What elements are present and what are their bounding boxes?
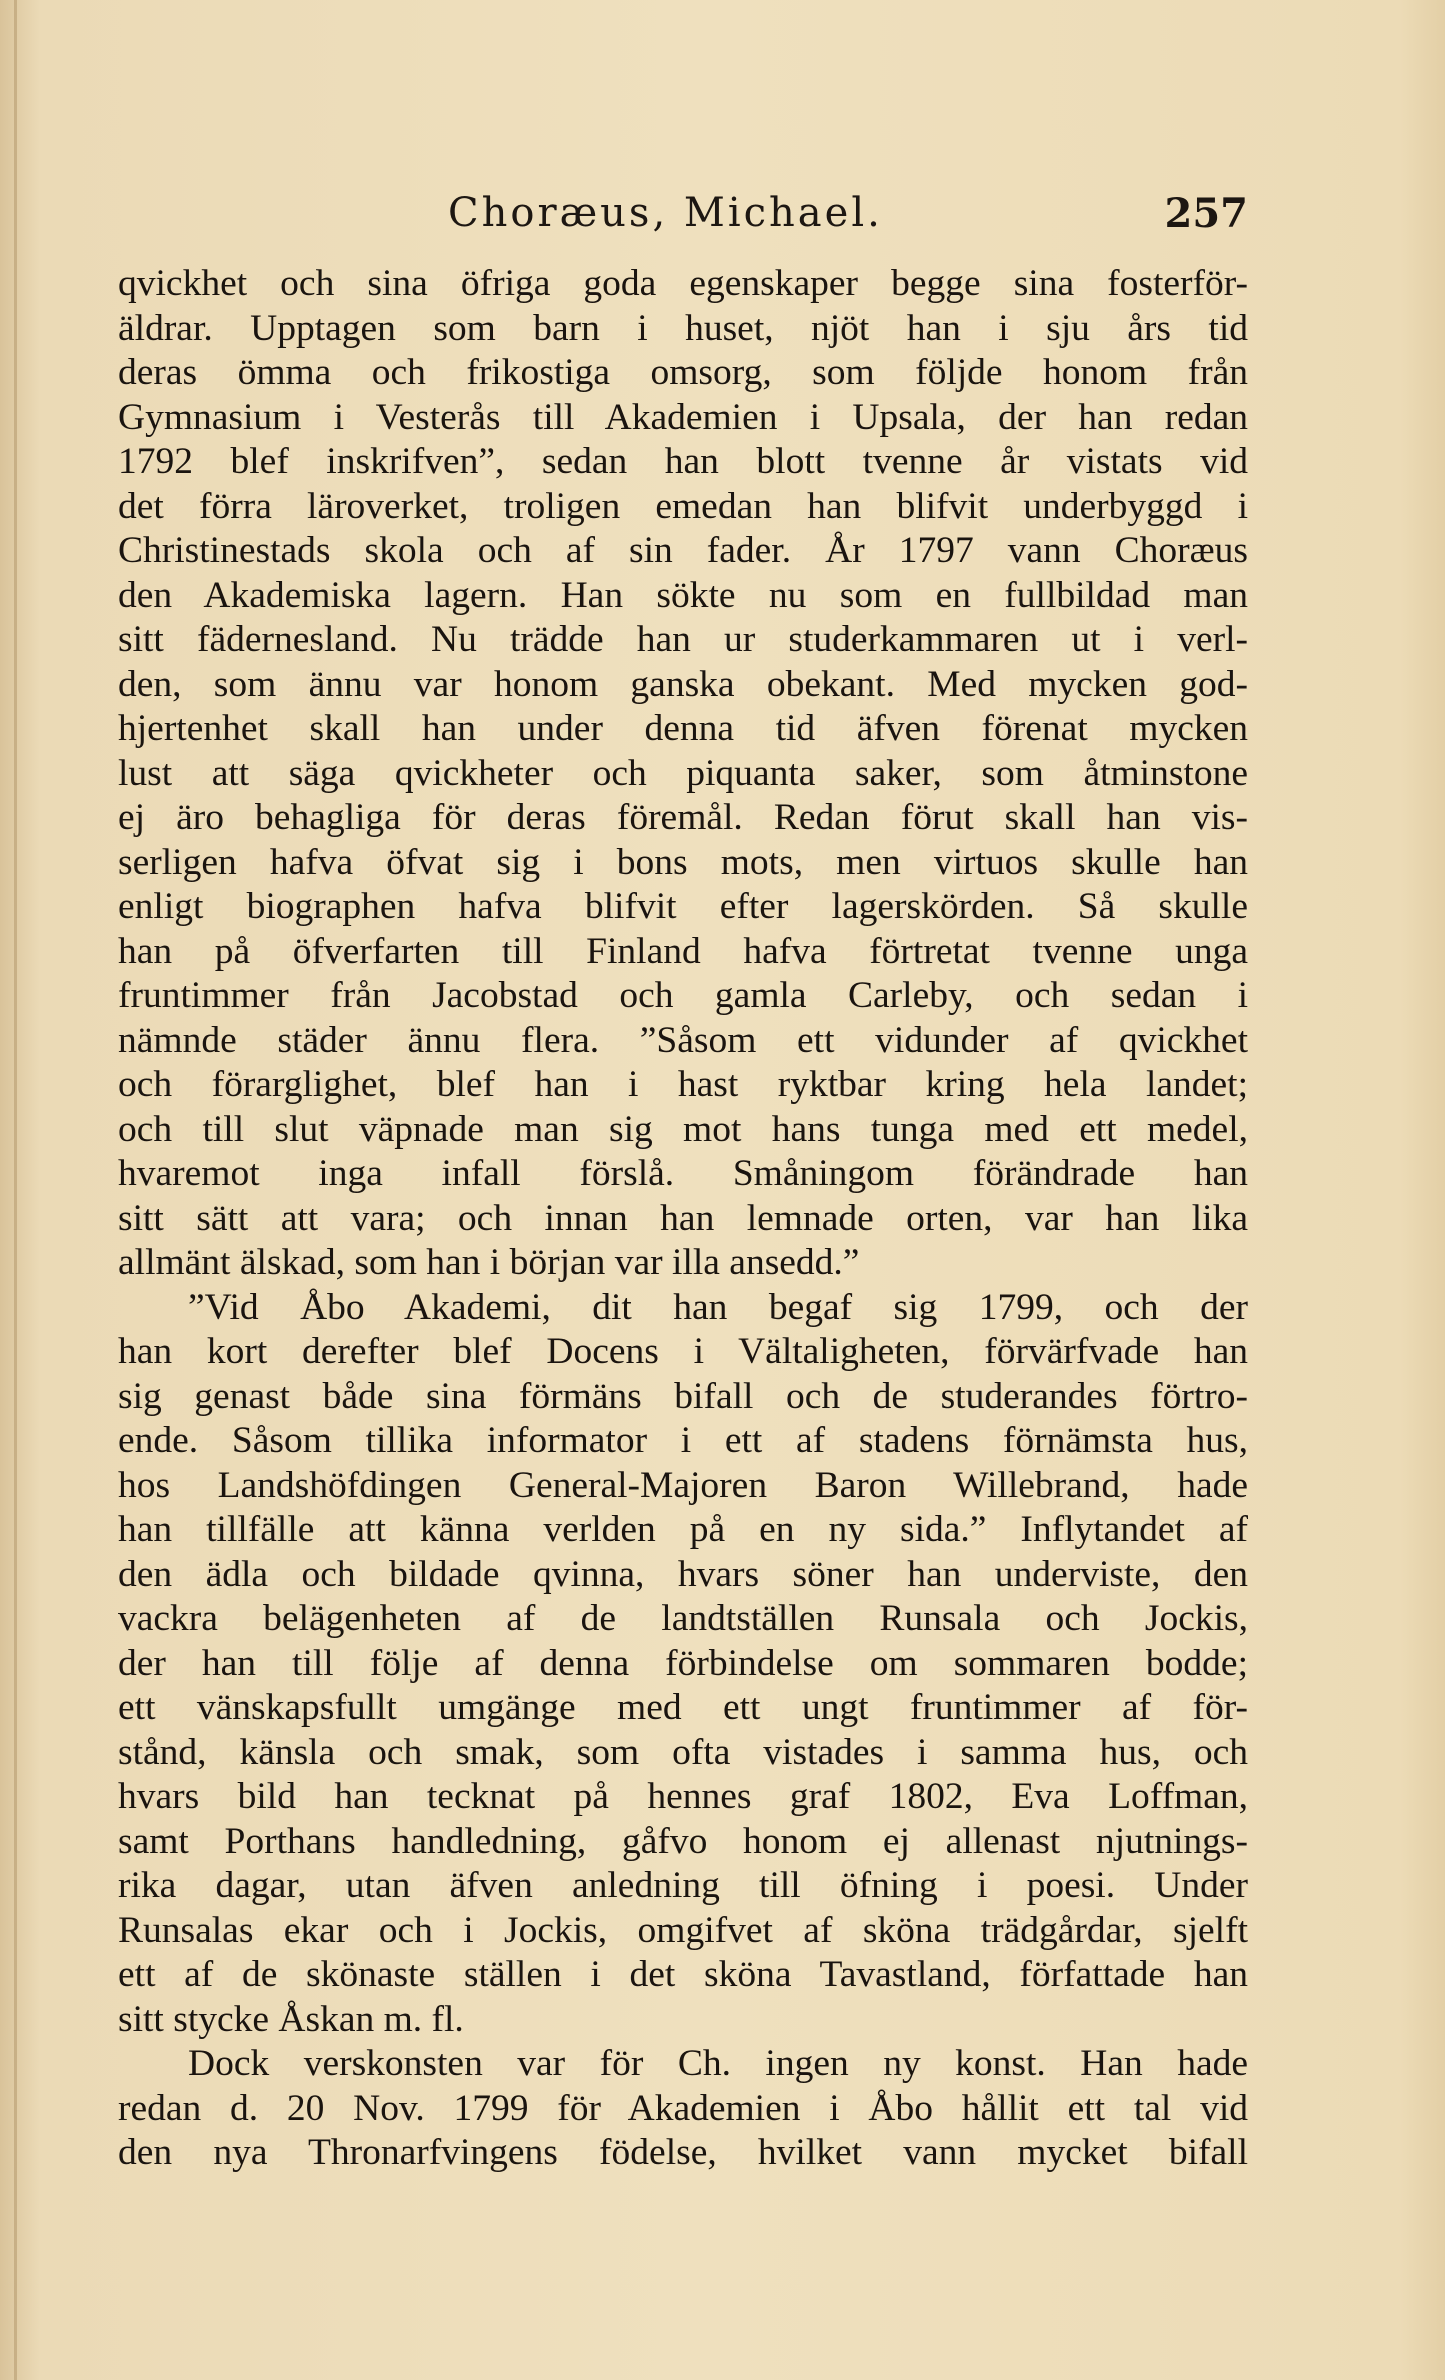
text-line: den Akademiska lagern. Han sökte nu som en fullbildad man <box>118 574 1248 616</box>
text-line: stånd, känsla och smak, som ofta vistades i samma hus, och <box>118 1731 1248 1773</box>
text-line: den, som ännu var honom ganska obekant. Med mycken god- <box>118 663 1248 705</box>
text-line: sitt fädernesland. Nu trädde han ur studerkammaren ut i verl- <box>118 619 1248 660</box>
text-line: ett vänskapsfullt umgänge med ett ungt fruntimmer af för- <box>118 1687 1248 1728</box>
text-line: Christinestads skola och af sin fader. År 1797 vann Choræus <box>118 530 1248 571</box>
text-line: ende. Såsom tillika informator i ett af stadens förnämsta hus, <box>118 1420 1248 1461</box>
text-line: hvars bild han tecknat på hennes graf 1802, Eva Loffman, <box>118 1776 1248 1817</box>
text-line: deras ömma och frikostiga omsorg, som följde honom från <box>118 352 1248 393</box>
text-line: samt Porthans handledning, gåfvo honom ej allenast njutnings- <box>118 1820 1248 1862</box>
text-line: sig genast både sina förmäns bifall och de studerandes förtro- <box>118 1375 1248 1417</box>
text-line: den ädla och bildade qvinna, hvars söner han underviste, den <box>118 1553 1248 1595</box>
text-line: fruntimmer från Jacobstad och gamla Carleby, och sedan i <box>118 975 1248 1016</box>
text-line: äldrar. Upptagen som barn i huset, njöt han i sju års tid <box>118 307 1248 349</box>
text-line: ett af de skönaste ställen i det sköna Tavastland, författade han <box>118 1954 1248 1995</box>
text-line: enligt biographen hafva blifvit efter lagerskörden. Så skulle <box>118 886 1248 927</box>
text-line: den nya Thronarfvingens födelse, hvilket vann mycket bifall <box>118 2132 1248 2173</box>
body-text <box>118 262 1248 2176</box>
text-line: det förra läroverket, troligen emedan han blifvit underbyggd i <box>118 485 1248 527</box>
page-number: 257 <box>1164 190 1248 237</box>
text-line: lust att säga qvickheter och piquanta saker, som åtminstone <box>118 752 1248 794</box>
text-line: qvickhet och sina öfriga goda egenskaper begge sina fosterför- <box>118 263 1248 304</box>
text-line: redan d. 20 Nov. 1799 för Akademien i Åbo hållit ett tal vid <box>118 2087 1248 2129</box>
text-line: rika dagar, utan äfven anledning till öfning i poesi. Under <box>118 1865 1248 1906</box>
text-line: sitt stycke Åskan m. fl. <box>118 1998 464 2040</box>
text-line: han kort derefter blef Docens i Vältaligheten, förvärfvade han <box>118 1331 1248 1372</box>
text-line: och till slut väpnade man sig mot hans tunga med ett medel, <box>118 1108 1248 1150</box>
text-line: och förarglighet, blef han i hast ryktbar kring hela landet; <box>118 1064 1248 1105</box>
text-line: Runsalas ekar och i Jockis, omgifvet af sköna trädgårdar, sjelft <box>118 1909 1248 1951</box>
text-line: 1792 blef inskrifven”, sedan han blott tvenne år vistats vid <box>118 441 1248 482</box>
text-line: vackra belägenheten af de landtställen Runsala och Jockis, <box>118 1598 1248 1639</box>
text-line: der han till följe af denna förbindelse om sommaren bodde; <box>118 1642 1248 1684</box>
text-line: han på öfverfarten till Finland hafva förtretat tvenne unga <box>118 930 1248 972</box>
text-line: ”Vid Åbo Akademi, dit han begaf sig 1799, och der <box>188 1286 1248 1328</box>
text-line: hos Landshöfdingen General-Majoren Baron Willebrand, hade <box>118 1464 1248 1506</box>
text-line: hjertenhet skall han under denna tid äfven förenat mycken <box>118 708 1248 749</box>
text-line: Gymnasium i Vesterås till Akademien i Upsala, der han redan <box>118 396 1248 438</box>
text-line: ej äro behagliga för deras föremål. Redan förut skall han vis- <box>118 797 1248 838</box>
text-line: nämnde städer ännu flera. ”Såsom ett vidunder af qvickhet <box>118 1019 1248 1061</box>
text-line: han tillfälle att känna verlden på en ny sida.” Inflytandet af <box>118 1509 1248 1550</box>
text-line: serligen hafva öfvat sig i bons mots, men virtuos skulle han <box>118 841 1248 883</box>
text-line: hvaremot inga infall förslå. Småningom förändrade han <box>118 1153 1248 1194</box>
page-spine-edge <box>14 0 17 2380</box>
text-line: Dock verskonsten var för Ch. ingen ny konst. Han hade <box>188 2043 1248 2084</box>
text-line: sitt sätt att vara; och innan han lemnade orten, var han lika <box>118 1197 1248 1239</box>
text-line: allmänt älskad, som han i början var illa ansedd.” <box>118 1242 860 1283</box>
page-header <box>118 190 1248 250</box>
running-head: Choræus, Michael. <box>448 190 883 236</box>
